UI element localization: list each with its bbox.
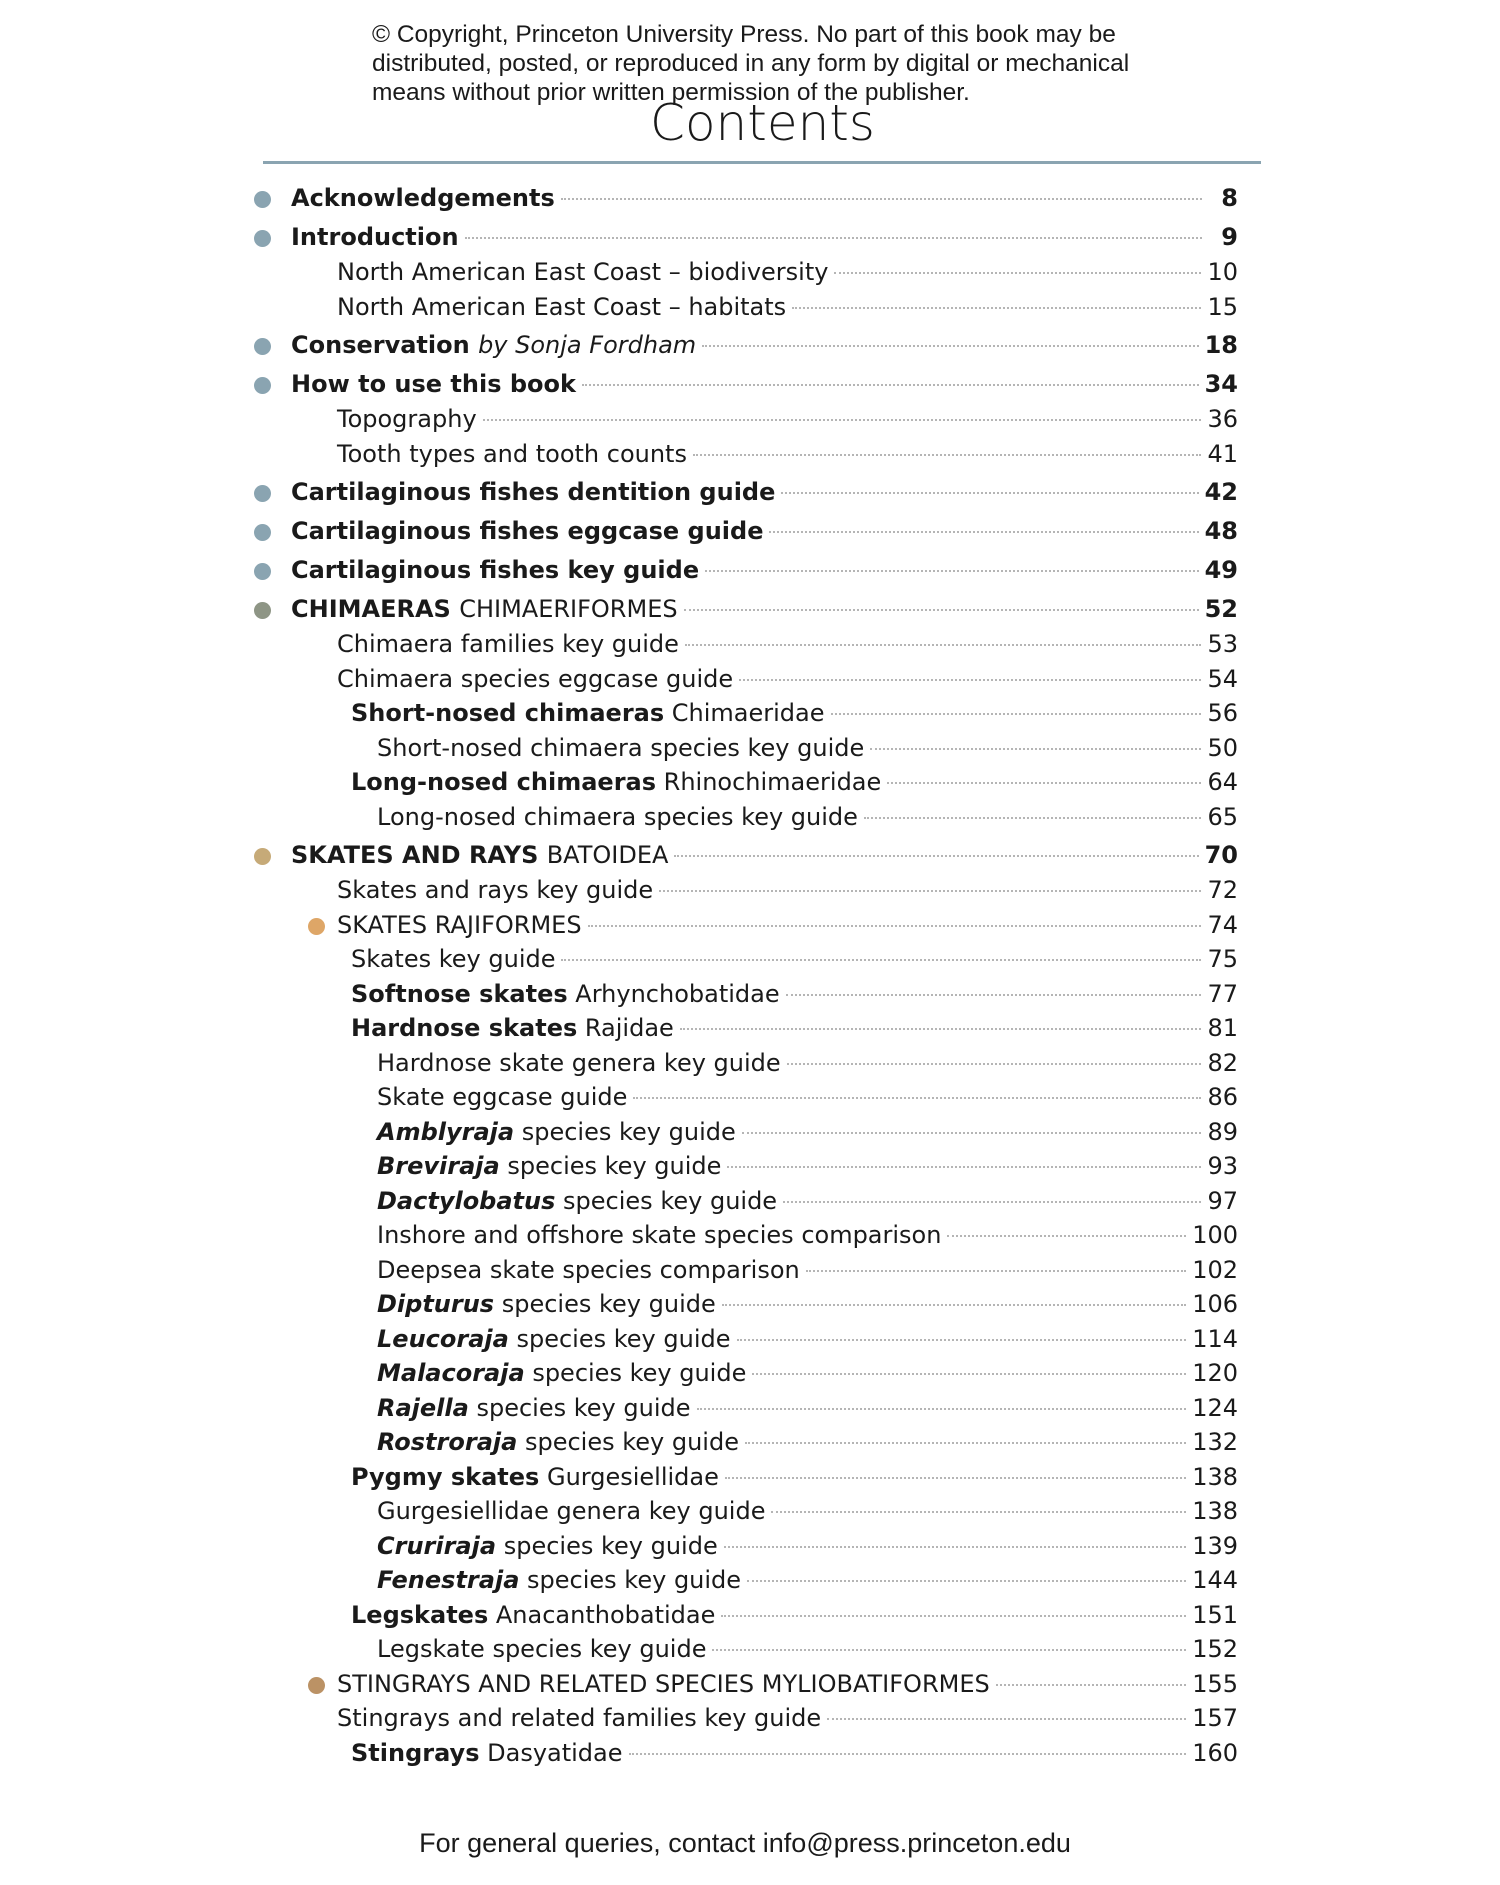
dot-leader: [806, 1270, 1186, 1272]
entry-title: Dipturus: [377, 1290, 495, 1318]
toc-entry[interactable]: [263, 1736, 1238, 1771]
page-number: 160: [1192, 1738, 1238, 1767]
bullet-dot: [308, 1677, 325, 1694]
bullet-dot: [254, 377, 271, 394]
toc-entry[interactable]: [263, 437, 1238, 472]
page-number: 139: [1192, 1531, 1238, 1560]
page-number: 132: [1192, 1428, 1238, 1456]
dot-leader: [465, 237, 1202, 239]
toc-entry[interactable]: [263, 838, 1238, 873]
dot-leader: [722, 1304, 1186, 1306]
entry-title: Chimaera species eggcase guide: [337, 664, 734, 693]
dot-leader: [783, 1201, 1201, 1203]
bullet-dot: [254, 191, 271, 208]
toc-entry[interactable]: [263, 908, 1238, 943]
dot-leader: [680, 1028, 1202, 1030]
toc-entry[interactable]: [263, 514, 1238, 549]
dot-leader: [792, 307, 1201, 309]
toc-entry[interactable]: [263, 255, 1238, 290]
dot-leader: [747, 1580, 1186, 1582]
toc-entry[interactable]: [263, 1356, 1238, 1391]
footer-contact: For general queries, contact info@press.princeton.edu: [419, 1828, 1071, 1858]
table-of-contents: [263, 181, 1238, 1770]
page-number: 106: [1192, 1290, 1238, 1318]
dot-leader: [864, 817, 1202, 819]
toc-entry[interactable]: [263, 1218, 1238, 1253]
entry-title: Long-nosed chimaeras: [351, 768, 657, 796]
entry-subtitle: MYLIOBATIFORMES: [761, 1669, 990, 1698]
dot-leader: [727, 1166, 1201, 1168]
toc-entry[interactable]: [263, 475, 1238, 510]
toc-entry[interactable]: [263, 1287, 1238, 1322]
entry-title: SKATES RAJIFORMES: [337, 910, 582, 939]
entry-title: Malacoraja: [377, 1359, 525, 1387]
dot-leader: [702, 345, 1198, 347]
toc-entry[interactable]: [263, 765, 1238, 800]
entry-subtitle: species key guide: [524, 1428, 739, 1456]
dot-leader: [996, 1684, 1186, 1686]
dot-leader: [697, 1408, 1187, 1410]
dot-leader: [483, 419, 1202, 421]
dot-leader: [674, 855, 1198, 857]
page-number: 50: [1207, 733, 1238, 762]
toc-entry[interactable]: [263, 402, 1238, 437]
entry-subtitle: species key guide: [521, 1117, 736, 1146]
entry-subtitle: Dasyatidae: [487, 1738, 623, 1767]
dot-leader: [887, 782, 1201, 784]
entry-title: Rostroraja: [377, 1428, 518, 1456]
page-number: 157: [1192, 1704, 1238, 1732]
page-number: 120: [1192, 1359, 1238, 1387]
dot-leader: [705, 570, 1199, 572]
dot-leader: [745, 1442, 1186, 1444]
page-number: 77: [1207, 979, 1238, 1008]
entry-title: North American East Coast – habitats: [337, 292, 787, 321]
page-number: 9: [1221, 223, 1238, 251]
toc-entry[interactable]: [263, 873, 1238, 908]
entry-title: North American East Coast – biodiversity: [337, 258, 829, 286]
toc-entry[interactable]: [263, 627, 1238, 662]
entry-title: Short-nosed chimaeras: [351, 699, 665, 727]
entry-title: Topography: [337, 405, 477, 433]
dot-leader: [633, 1097, 1201, 1099]
page-number: 152: [1192, 1635, 1238, 1663]
toc-entry[interactable]: [263, 1046, 1238, 1081]
dot-leader: [582, 384, 1199, 386]
entry-subtitle: Gurgesiellidae: [546, 1462, 719, 1491]
dot-leader: [725, 1477, 1186, 1479]
entry-title: Deepsea skate species comparison: [377, 1255, 800, 1284]
bullet-dot: [254, 485, 271, 502]
toc-entry[interactable]: [263, 1115, 1238, 1150]
page-number: 70: [1204, 841, 1238, 869]
entry-subtitle: Arhynchobatidae: [575, 979, 780, 1008]
toc-entry[interactable]: [263, 181, 1238, 216]
entry-subtitle: species key guide: [532, 1359, 747, 1387]
page-number: 86: [1207, 1083, 1238, 1111]
page-number: 52: [1204, 595, 1238, 623]
page-number: 15: [1207, 292, 1238, 321]
copyright-line: © Copyright, Princeton University Press. No part of this book may be: [372, 21, 1116, 48]
dot-leader: [561, 959, 1201, 961]
dot-leader: [693, 454, 1201, 456]
entry-title: Acknowledgements: [291, 184, 555, 212]
dot-leader: [787, 1063, 1202, 1065]
entry-title: Introduction: [291, 223, 459, 251]
bullet-dot: [254, 563, 271, 580]
entry-title: Skate eggcase guide: [377, 1083, 628, 1111]
dot-leader: [752, 1373, 1186, 1375]
entry-subtitle: BATOIDEA: [546, 841, 669, 869]
entry-title: Skates and rays key guide: [337, 876, 654, 904]
page-number: 100: [1192, 1221, 1238, 1249]
entry-title: Conservation: [291, 331, 470, 359]
page-number: 54: [1207, 664, 1238, 693]
toc-entry[interactable]: [263, 1253, 1238, 1288]
dot-leader: [834, 272, 1201, 274]
dot-leader: [739, 679, 1201, 681]
toc-entry[interactable]: [263, 1184, 1238, 1219]
copyright-line: distributed, posted, or reproduced in any form by digital or mechanical: [372, 50, 1130, 77]
entry-title: Hardnose skate genera key guide: [377, 1048, 781, 1077]
dot-leader: [629, 1753, 1187, 1755]
dot-leader: [827, 1718, 1186, 1720]
toc-entry[interactable]: [263, 662, 1238, 697]
toc-entry[interactable]: [263, 290, 1238, 325]
page-number: 151: [1192, 1600, 1238, 1629]
page-number: 34: [1204, 370, 1238, 398]
page-number: 53: [1207, 630, 1238, 658]
copyright-line: means without prior written permission of the publisher.: [372, 79, 970, 106]
entry-title: STINGRAYS AND RELATED SPECIES: [337, 1669, 755, 1698]
entry-subtitle: Rhinochimaeridae: [663, 768, 882, 796]
dot-leader: [831, 713, 1202, 715]
dot-leader: [786, 994, 1202, 996]
page-number: 97: [1207, 1186, 1238, 1215]
page-number: 36: [1207, 405, 1238, 433]
entry-title: Tooth types and tooth counts: [337, 439, 687, 468]
page-number: 138: [1192, 1497, 1238, 1525]
page-number: 89: [1207, 1117, 1238, 1146]
dot-leader: [712, 1649, 1186, 1651]
entry-title: Skates key guide: [351, 945, 556, 973]
toc-entry[interactable]: [263, 1598, 1238, 1633]
page-number: 93: [1207, 1152, 1238, 1180]
entry-subtitle: species key guide: [501, 1290, 716, 1318]
page-number: 41: [1207, 439, 1238, 468]
toc-entry[interactable]: [263, 1080, 1238, 1115]
toc-entry[interactable]: [263, 1667, 1238, 1702]
toc-entry[interactable]: [263, 1632, 1238, 1667]
page-number: 102: [1192, 1255, 1238, 1284]
entry-title: Softnose skates: [351, 979, 568, 1008]
entry-title: CHIMAERAS: [291, 595, 451, 623]
entry-subtitle: species key guide: [563, 1186, 778, 1215]
entry-subtitle: Chimaeridae: [671, 699, 825, 727]
entry-subtitle: Rajidae: [584, 1014, 674, 1042]
entry-title: Gurgesiellidae genera key guide: [377, 1497, 766, 1525]
dot-leader: [781, 492, 1198, 494]
entry-title: Cruriraja: [377, 1531, 497, 1560]
toc-entry[interactable]: [263, 1011, 1238, 1046]
entry-title: Rajella: [377, 1393, 469, 1422]
page-number: 8: [1221, 184, 1238, 212]
entry-title: Amblyraja: [377, 1117, 515, 1146]
toc-entry[interactable]: [263, 1529, 1238, 1564]
entry-title: SKATES AND RAYS: [291, 841, 539, 869]
entry-title: Pygmy skates: [351, 1462, 540, 1491]
toc-entry[interactable]: [263, 696, 1238, 731]
entry-title: Dactylobatus: [377, 1186, 556, 1215]
dot-leader: [684, 609, 1199, 611]
entry-title: Fenestraja: [377, 1566, 520, 1594]
dot-leader: [659, 890, 1201, 892]
bullet-dot: [254, 230, 271, 247]
dot-leader: [721, 1615, 1186, 1617]
entry-title: Long-nosed chimaera species key guide: [377, 802, 858, 831]
dot-leader: [588, 925, 1202, 927]
dot-leader: [771, 1511, 1186, 1513]
page-number: 124: [1192, 1393, 1238, 1422]
entry-title: Chimaera families key guide: [337, 630, 679, 658]
toc-entry[interactable]: [263, 1460, 1238, 1495]
entry-subtitle: species key guide: [516, 1324, 731, 1353]
page-number: 81: [1207, 1014, 1238, 1042]
entry-title: Inshore and offshore skate species comparison: [377, 1221, 942, 1249]
page-number: 48: [1204, 517, 1238, 545]
page-number: 114: [1192, 1324, 1238, 1353]
entry-subtitle: CHIMAERIFORMES: [459, 595, 678, 623]
entry-title: Short-nosed chimaera species key guide: [377, 733, 865, 762]
toc-entry[interactable]: [263, 1149, 1238, 1184]
toc-entry[interactable]: [263, 1425, 1238, 1460]
bullet-dot: [254, 602, 271, 619]
page-number: 155: [1192, 1669, 1238, 1698]
dot-leader: [947, 1235, 1186, 1237]
toc-entry[interactable]: [263, 1322, 1238, 1357]
dot-leader: [724, 1546, 1186, 1548]
entry-title: Breviraja: [377, 1152, 500, 1180]
toc-entry[interactable]: [263, 1563, 1238, 1598]
toc-entry[interactable]: [263, 592, 1238, 627]
page-number: 144: [1192, 1566, 1238, 1594]
toc-entry[interactable]: [263, 977, 1238, 1012]
page-number: 64: [1207, 768, 1238, 796]
entry-subtitle: species key guide: [503, 1531, 718, 1560]
toc-entry[interactable]: [263, 220, 1238, 255]
page-number: 74: [1207, 910, 1238, 939]
entry-subtitle: species key guide: [507, 1152, 722, 1180]
entry-subtitle: species key guide: [527, 1566, 742, 1594]
page-number: 65: [1207, 802, 1238, 831]
bullet-dot: [308, 918, 325, 935]
dot-leader: [685, 644, 1202, 646]
title-rule: [263, 161, 1261, 164]
page-number: 138: [1192, 1462, 1238, 1491]
page-number: 75: [1207, 945, 1238, 973]
entry-title: Cartilaginous fishes key guide: [291, 556, 700, 584]
bullet-dot: [254, 338, 271, 355]
bullet-dot: [254, 524, 271, 541]
entry-title: Stingrays and related families key guide: [337, 1704, 822, 1732]
toc-entry[interactable]: [263, 942, 1238, 977]
entry-title: Legskate species key guide: [377, 1635, 707, 1663]
toc-entry[interactable]: [263, 1701, 1238, 1736]
entry-title: Stingrays: [351, 1738, 480, 1767]
page-number: 42: [1204, 478, 1238, 506]
dot-leader: [742, 1132, 1202, 1134]
entry-author: by Sonja Fordham: [478, 331, 697, 359]
dot-leader: [769, 531, 1198, 533]
toc-entry[interactable]: [263, 1494, 1238, 1529]
entry-title: How to use this book: [291, 370, 576, 398]
toc-entry[interactable]: [263, 800, 1238, 835]
page-title: Contents: [650, 94, 875, 152]
toc-entry[interactable]: [263, 328, 1238, 363]
dot-leader: [870, 748, 1201, 750]
entry-title: Cartilaginous fishes eggcase guide: [291, 517, 764, 545]
page-number: 10: [1207, 258, 1238, 286]
toc-entry[interactable]: [263, 553, 1238, 588]
page-number: 18: [1204, 331, 1238, 359]
entry-title: Hardnose skates: [351, 1014, 578, 1042]
dot-leader: [737, 1339, 1187, 1341]
entry-subtitle: species key guide: [476, 1393, 691, 1422]
dot-leader: [561, 198, 1202, 200]
page-number: 72: [1207, 876, 1238, 904]
toc-entry[interactable]: [263, 367, 1238, 402]
entry-title: Leucoraja: [377, 1324, 509, 1353]
page-number: 82: [1207, 1048, 1238, 1077]
entry-subtitle: Anacanthobatidae: [495, 1600, 716, 1629]
toc-entry[interactable]: [263, 731, 1238, 766]
bullet-dot: [254, 848, 271, 865]
page-number: 56: [1207, 699, 1238, 727]
toc-entry[interactable]: [263, 1391, 1238, 1426]
entry-title: Legskates: [351, 1600, 489, 1629]
entry-title: Cartilaginous fishes dentition guide: [291, 478, 776, 506]
page-number: 49: [1204, 556, 1238, 584]
